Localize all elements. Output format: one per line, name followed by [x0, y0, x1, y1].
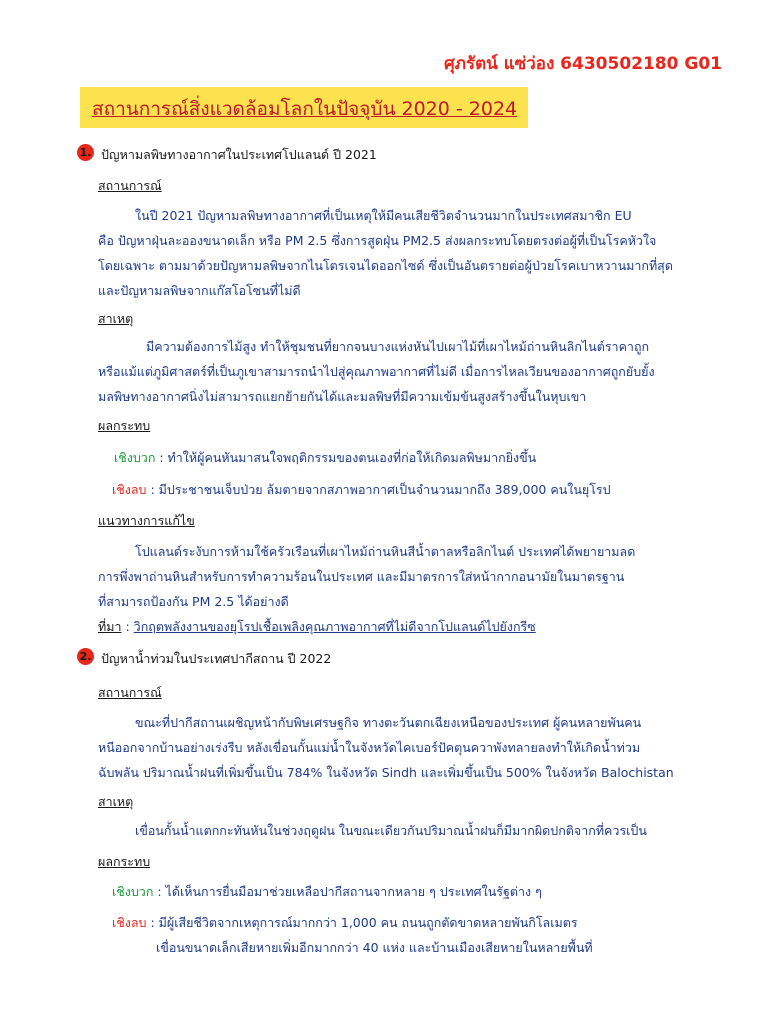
section-1-number-badge: 1.	[77, 144, 94, 161]
section-1-solution-label: แนวทางการแก้ไข	[98, 513, 195, 528]
section-2-situation-line: หนีออกจากบ้านอย่างเร่งรีบ หลังเขื่อนกั้นแม่น้ำในจังหวัดไคเบอร์ปัคตุนควาพังทลายลงทำให้เกิดน้ำท่วม	[98, 740, 641, 755]
section-1-positive-impact	[114, 448, 536, 468]
section-1-solution-line: การพึ่งพาถ่านหินสำหรับการทำความร้อนในประเทศ และมีมาตรการใส่หน้ากากอนามัยในมาตรฐาน	[98, 569, 625, 584]
section-1-situation-line: โดยเฉพาะ ตามมาด้วยปัญหามลพิษจากไนโตรเจนไดออกไซด์ ซึ่งเป็นอันตรายต่อผู้ป่วยโรคเบาหวานมากที่สุด	[98, 258, 673, 273]
section-2-situation-line: ฉับพลัน ปริมาณน้ำฝนที่เพิ่มขึ้นเป็น 784% ในจังหวัด Sindh และเพิ่มขึ้นเป็น 500% ในจังหวัด Balochistan	[98, 765, 674, 780]
page-title: สถานการณ์สิ่งแวดล้อมโลกในปัจจุบัน 2020 - 2024	[92, 98, 518, 120]
source-link[interactable]: วิกฤตพลังงานของยุโรปเชื้อเพลิงคุณภาพอากาศที่ไม่ดีจากโปแลนด์ไปยังกรีซ	[133, 619, 536, 634]
section-2-impact-label: ผลกระทบ	[98, 854, 151, 869]
section-1-cause-line: หรือแม้แต่ภูมิศาสตร์ที่เป็นภูเขาสามารถนำไปสู่คุณภาพอากาศที่ไม่ดี เมื่อการไหลเวียนของอากาศถูกยับยั้ง	[98, 364, 655, 379]
section-1-cause-line: มีความต้องการไม้สูง ทำให้ชุมชนที่ยากจนบางแห่งหันไปเผาไม้ที่เผาไหม้ถ่านหินลิกไนต์ราคาถูก	[146, 339, 650, 354]
positive-text: : ได้เห็นการยื่นมือมาช่วยเหลือปากีสถานจากหลาย ๆ ประเทศในรัฐต่าง ๆ	[153, 884, 542, 899]
negative-text: : มีประชาชนเจ็บป่วย ล้มตายจากสภาพอากาศเป็นจำนวนมากถึง 389,000 คนในยุโรป	[146, 482, 611, 497]
section-2-situation-label: สถานการณ์	[98, 685, 162, 700]
section-1-solution-line: ที่สามารถป้องกัน PM 2.5 ได้อย่างดี	[98, 594, 289, 609]
positive-label: เชิงบวก	[114, 450, 156, 465]
section-2-negative-impact-continued: เขื่อนขนาดเล็กเสียหายเพิ่มอีกมากกว่า 40 แห่ง และบ้านเมืองเสียหายในหลายพื้นที่	[156, 940, 593, 955]
section-1-situation-line: คือ ปัญหาฝุ่นละอองขนาดเล็ก หรือ PM 2.5 ซึ่งการสูดฝุ่น PM2.5 ส่งผลกระทบโดยตรงต่อผู้ที่เป็นโรคหัวใจ	[98, 233, 657, 248]
author-line: ศุภรัตน์ แซ่ว่อง 6430502180 G01	[444, 54, 722, 74]
section-2-negative-impact	[112, 913, 578, 933]
negative-label: เชิงลบ	[112, 915, 147, 930]
source-label: ที่มา	[98, 619, 122, 634]
section-2-cause-line: เขื่อนกั้นน้ำแตกกะทันหันในช่วงฤดูฝน ในขณะเดียวกันปริมาณน้ำฝนก็มีมากผิดปกติจากที่ควรเป็น	[135, 823, 647, 838]
section-2-situation-line: ขณะที่ปากีสถานเผชิญหน้ากับพิษเศรษฐกิจ ทางตะวันตกเฉียงเหนือของประเทศ ผู้คนหลายพันคน	[135, 715, 642, 730]
section-1-impact-label: ผลกระทบ	[98, 418, 151, 433]
section-2-heading: ปัญหาน้ำท่วมในประเทศปากีสถาน ปี 2022	[101, 651, 332, 666]
negative-label: เชิงลบ	[112, 482, 147, 497]
section-1-situation-label: สถานการณ์	[98, 178, 162, 193]
section-1-cause-label: สาเหตุ	[98, 311, 134, 326]
positive-label: เชิงบวก	[112, 884, 154, 899]
section-1-source: ที่มา : วิกฤตพลังงานของยุโรปเชื้อเพลิงคุณภาพอากาศที่ไม่ดีจากโปแลนด์ไปยังกรีซ	[98, 619, 536, 634]
section-2-positive-impact	[112, 882, 542, 902]
section-1-solution-line: โปแลนด์ระงับการห้ามใช้ครัวเรือนที่เผาไหม้ถ่านหินสีน้ำตาลหรือลิกไนต์ ประเทศได้พยายามลด	[135, 544, 636, 559]
section-1-situation-line: ในปี 2021 ปัญหามลพิษทางอากาศที่เป็นเหตุให้มีคนเสียชีวิตจำนวนมากในประเทศสมาชิก EU	[135, 208, 632, 223]
section-1-cause-line: มลพิษทางอากาศนิ่งไม่สามารถแยกย้ายกันได้และมลพิษที่มีความเข้มข้นสูงสร้างขึ้นในหุบเขา	[98, 389, 587, 404]
section-1-heading: ปัญหามลพิษทางอากาศในประเทศโปแลนด์ ปี 2021	[101, 147, 377, 162]
negative-text: : มีผู้เสียชีวิตจากเหตุการณ์มากกว่า 1,000 คน ถนนถูกตัดขาดหลายพันกิโลเมตร	[146, 915, 578, 930]
section-2-number-badge: 2.	[77, 648, 94, 665]
section-1-negative-impact	[112, 480, 611, 500]
section-1-situation-line: และปัญหามลพิษจากแก๊สโอโซนที่ไม่ดี	[98, 283, 301, 298]
section-2-cause-label: สาเหตุ	[98, 794, 134, 809]
positive-text: : ทำให้ผู้คนหันมาสนใจพฤติกรรมของตนเองที่ก่อให้เกิดมลพิษมากยิ่งขึ้น	[155, 450, 537, 465]
